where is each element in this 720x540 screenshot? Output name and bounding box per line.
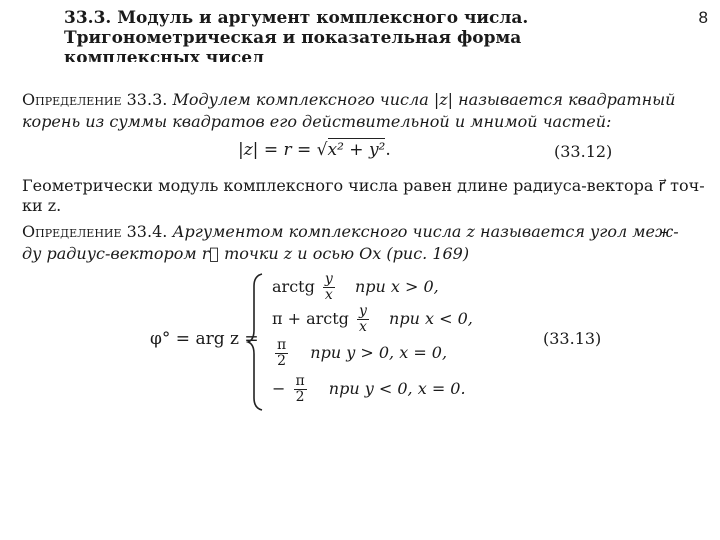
equation-33-13-lhs: φ° = arg z = — [150, 329, 259, 349]
geometric-text-line-2: ки z. — [22, 196, 62, 215]
section-title-line-1: 33.3. Модуль и аргумент комплексного числа. — [64, 8, 529, 28]
case-4-condition: при y < 0, x = 0. — [328, 379, 466, 398]
equation-33-12-lhs: |z| = r = — [238, 140, 312, 160]
definition-33-3-line-2: корень из суммы квадратов его действительной и мнимой частей: — [22, 112, 612, 131]
page-number: 8 — [698, 8, 708, 27]
definition-33-4-line-1 — [22, 222, 679, 241]
definition-33-4-line-2: ду радиус-вектором r⃗ точки z и осью Ox (рис. 169) — [22, 244, 470, 263]
equation-33-12-number: (33.12) — [554, 142, 613, 161]
equation-33-12-radicand: x² + y² — [327, 140, 386, 160]
case-2 — [272, 304, 473, 335]
definition-33-3-line-1 — [22, 90, 675, 109]
equation-33-12 — [238, 140, 391, 160]
definition-33-3-text-1: Модулем комплексного числа |z| называется квадратный — [172, 90, 676, 109]
case-2-condition: при x < 0, — [389, 309, 473, 328]
case-2-fraction — [357, 304, 369, 335]
case-4-sign: − — [272, 379, 286, 398]
case-1-numerator: y — [324, 271, 333, 287]
case-3-numerator: π — [277, 337, 287, 353]
equation-33-13-number: (33.13) — [543, 329, 602, 348]
case-1-denominator: x — [324, 287, 333, 303]
geometric-text-line-1: Геометрически модуль комплексного числа равен длине радиуса-вектора r⃗ точ- — [22, 176, 705, 195]
case-1-expr: arctg — [272, 277, 315, 296]
section-title-line-2: Тригонометрическая и показательная форма — [64, 28, 522, 48]
case-1-condition: при x > 0, — [354, 277, 439, 296]
case-1 — [272, 272, 439, 303]
definition-33-3-heading: Определение 33.3. — [22, 90, 168, 109]
case-4-denominator: 2 — [295, 389, 305, 405]
sqrt-symbol: √ — [316, 140, 328, 160]
case-1-fraction — [323, 272, 335, 303]
case-3-denominator: 2 — [277, 353, 287, 369]
case-3 — [272, 338, 447, 369]
definition-33-4-text-1: Аргументом комплексного числа z называется угол меж- — [172, 222, 679, 241]
section-title-line-3: комплексных чисел — [64, 48, 264, 62]
left-brace-icon — [246, 272, 266, 412]
case-4 — [272, 374, 466, 405]
case-3-condition: при y > 0, x = 0, — [310, 343, 448, 362]
case-3-fraction — [275, 338, 288, 369]
case-2-expr: π + arctg — [272, 309, 349, 328]
definition-33-4-heading: Определение 33.4. — [22, 222, 168, 241]
case-2-denominator: x — [359, 319, 367, 335]
case-4-fraction — [294, 374, 307, 405]
case-2-numerator: y — [359, 303, 367, 319]
equation-33-12-period: . — [385, 140, 391, 160]
case-4-numerator: π — [295, 373, 305, 389]
